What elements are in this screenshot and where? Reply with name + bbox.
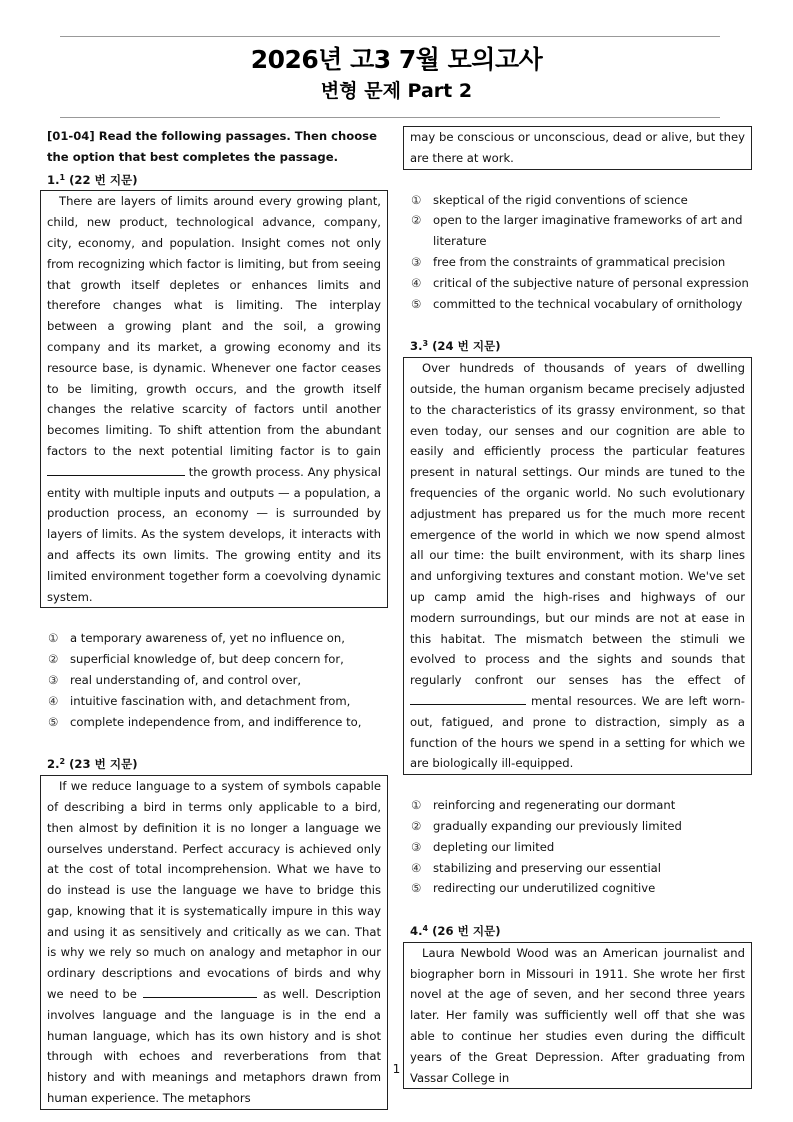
question-1-number: 1. bbox=[47, 172, 60, 187]
question-4-footnote: 4 bbox=[422, 924, 429, 934]
option-text: depleting our limited bbox=[433, 839, 555, 854]
option-text: superficial knowledge of, but deep concern for, bbox=[70, 652, 344, 667]
question-1-source: (22 번 지문) bbox=[69, 172, 138, 187]
option-number: ③ bbox=[411, 839, 422, 854]
question-2-blank bbox=[143, 984, 257, 998]
question-3-footnote: 3 bbox=[422, 339, 429, 349]
question-1-options bbox=[40, 628, 388, 732]
question-3-blank bbox=[410, 691, 526, 705]
question-3-passage bbox=[410, 358, 745, 774]
option-text: critical of the subjective nature of personal expression bbox=[433, 275, 749, 290]
option-number: ③ bbox=[48, 672, 59, 687]
option-number: ② bbox=[411, 818, 422, 833]
question-2-footnote: 2 bbox=[59, 757, 66, 767]
option-number: ⑤ bbox=[411, 881, 422, 896]
option-number: ② bbox=[48, 652, 59, 667]
question-2-heading bbox=[40, 752, 388, 775]
question-3-passage-before: Over hundreds of thousands of years of dwelling outside, the human organism became precisely adjusted to the characteristics of its grassy environment, so that even today, our senses and our cognition are able to easily and efficiently process the particular features present in natural settings. Our minds are tuned to the frequencies of the organic world. No such evolutionary adjustment has prepared us for the much more recent emergence of the world in which we now spend almost all our time: the built environment, with its sharp lines and unforgiving textures and constant motion. We've set up camp amid the high-rises and highways of our modern surroundings, but our minds are not at ease in this habitat. The mismatch between the stimuli we evolved to process and the sights and sounds that regularly confront our senses has the effect of bbox=[410, 361, 745, 688]
option-number: ① bbox=[48, 631, 59, 646]
question-3-option[interactable] bbox=[411, 837, 752, 858]
option-text: stabilizing and preserving our essential bbox=[433, 860, 662, 875]
question-3-heading bbox=[403, 334, 752, 357]
question-4-source: (26 번 지문) bbox=[432, 924, 501, 939]
option-text: skeptical of the rigid conventions of science bbox=[433, 192, 688, 207]
option-text: gradually expanding our previously limited bbox=[433, 818, 682, 833]
instructions: [01-04] Read the following passages. Then choose the option that best completes the passage. bbox=[47, 129, 377, 164]
question-2-option[interactable] bbox=[411, 273, 752, 294]
option-text: real understanding of, and control over, bbox=[70, 672, 302, 687]
question-1-footnote: 1 bbox=[59, 172, 66, 182]
left-column bbox=[40, 126, 388, 1110]
header-bottom-rule bbox=[60, 117, 720, 118]
page-number: 1 bbox=[392, 1062, 401, 1076]
option-text: intuitive fascination with, and detachment from, bbox=[70, 693, 351, 708]
question-1-passage-box bbox=[40, 190, 388, 608]
question-1-option[interactable] bbox=[48, 712, 388, 733]
option-text: complete independence from, and indifference to, bbox=[70, 714, 362, 729]
question-2-passage bbox=[47, 776, 381, 1109]
option-number: ③ bbox=[411, 254, 422, 269]
question-2-option[interactable] bbox=[411, 252, 752, 273]
option-text: committed to the technical vocabulary of ornithology bbox=[433, 296, 743, 311]
question-2-option[interactable] bbox=[411, 210, 752, 252]
option-number: ④ bbox=[48, 693, 59, 708]
question-1-passage-after: the growth process. Any physical entity with multiple inputs and outputs — a population, a production process, an economy — is surrounded by layers of limits. As the system develops, it interacts with and affects its own limits. The growing entity and its limited environment together form a coevolving dynamic system. bbox=[47, 464, 381, 604]
question-1-option[interactable] bbox=[48, 649, 388, 670]
option-text: redirecting our underutilized cognitive bbox=[433, 881, 656, 896]
question-4-number: 4. bbox=[410, 924, 423, 939]
option-number: ④ bbox=[411, 275, 422, 290]
option-number: ④ bbox=[411, 860, 422, 875]
question-3-option[interactable] bbox=[411, 858, 752, 879]
option-text: free from the constraints of grammatical precision bbox=[433, 254, 726, 269]
question-3-number: 3. bbox=[410, 339, 423, 354]
top-rule bbox=[60, 36, 720, 37]
question-1-option[interactable] bbox=[48, 691, 388, 712]
option-number: ① bbox=[411, 798, 422, 813]
question-1-option[interactable] bbox=[48, 670, 388, 691]
question-1-passage bbox=[47, 191, 381, 607]
question-1-blank bbox=[47, 462, 185, 476]
question-2-options bbox=[403, 190, 752, 315]
question-2-passage-box bbox=[40, 775, 388, 1110]
question-2-passage-continued-box bbox=[403, 126, 752, 170]
option-number: ⑤ bbox=[411, 296, 422, 311]
question-3-option[interactable] bbox=[411, 878, 752, 899]
question-3-passage-box bbox=[403, 357, 752, 775]
option-number: ② bbox=[411, 213, 422, 228]
question-2-passage-before: If we reduce language to a system of symbols capable of describing a bird in terms only applicable to a bird, then almost by definition it is no longer a language we ourselves understand. Perfect accuracy is achieved only at the cost of total incomprehension. What we have to do instead is use the language we have to bridge this gap, knowing that it is systematically impure in this way and using it as sensitively and critically as we can. That is why we rely so much on analogy and metaphor in our ordinary descriptions and evocations of birds and why we need to be bbox=[47, 779, 381, 1002]
question-4-heading bbox=[403, 919, 752, 942]
question-2-source: (23 번 지문) bbox=[69, 757, 138, 772]
question-1-option[interactable] bbox=[48, 628, 388, 649]
right-column bbox=[403, 126, 752, 1089]
question-2-number: 2. bbox=[47, 757, 60, 772]
question-3-passage-after: mental resources. We are left worn-out, fatigued, and prone to distraction, simply as a function of the hours we spend in a setting for which we are biologically ill-equipped. bbox=[410, 693, 745, 771]
page-title: 2026년 고3 7월 모의고사 bbox=[250, 45, 543, 74]
question-2-option[interactable] bbox=[411, 294, 752, 315]
question-3-source: (24 번 지문) bbox=[432, 339, 501, 354]
page-subtitle: 변형 문제 Part 2 bbox=[320, 80, 473, 102]
question-2-passage-after: as well. Description involves language and the language is in the end a human language, which has its own history and is shot through with echoes and reverberations from that history and with meanings and metaphors drawn from human experience. The metaphors bbox=[47, 987, 381, 1106]
option-text: reinforcing and regenerating our dormant bbox=[433, 798, 676, 813]
question-1-passage-before: There are layers of limits around every growing plant, child, new product, technological advance, company, city, economy, and population. Insight comes not only from recognizing which factor is limiting, but from seeing that growth itself depletes or enhances limits and therefore changes what is limiting. The interplay between a growing plant and the soil, a growing company and its market, a growing economy and its resource base, is dynamic. Whenever one factor ceases to be limiting, growth occurs, and the growth itself changes the relative scarcity of factors until another becomes limiting. To shift attention from the abundant factors to the next potential limiting factor is to gain bbox=[47, 194, 381, 458]
question-4-passage: Laura Newbold Wood was an American journalist and biographer born in Missouri in 1911. She wrote her first novel at the age of seven, and her second three years later. Her family was sufficiently well off that she was able to continue her studies even during the difficult years of the Great Depression. After graduating from Vassar College in bbox=[410, 945, 745, 1085]
question-3-options bbox=[403, 795, 752, 899]
question-3-option[interactable] bbox=[411, 816, 752, 837]
question-2-passage-continued: may be conscious or unconscious, dead or alive, but they are there at work. bbox=[410, 130, 745, 165]
option-number: ① bbox=[411, 192, 422, 207]
option-text: open to the larger imaginative frameworks of art and literature bbox=[433, 213, 743, 249]
question-2-option[interactable] bbox=[411, 190, 752, 211]
option-text: a temporary awareness of, yet no influence on, bbox=[70, 631, 345, 646]
question-3-option[interactable] bbox=[411, 795, 752, 816]
option-number: ⑤ bbox=[48, 714, 59, 729]
question-1-heading bbox=[40, 168, 388, 191]
